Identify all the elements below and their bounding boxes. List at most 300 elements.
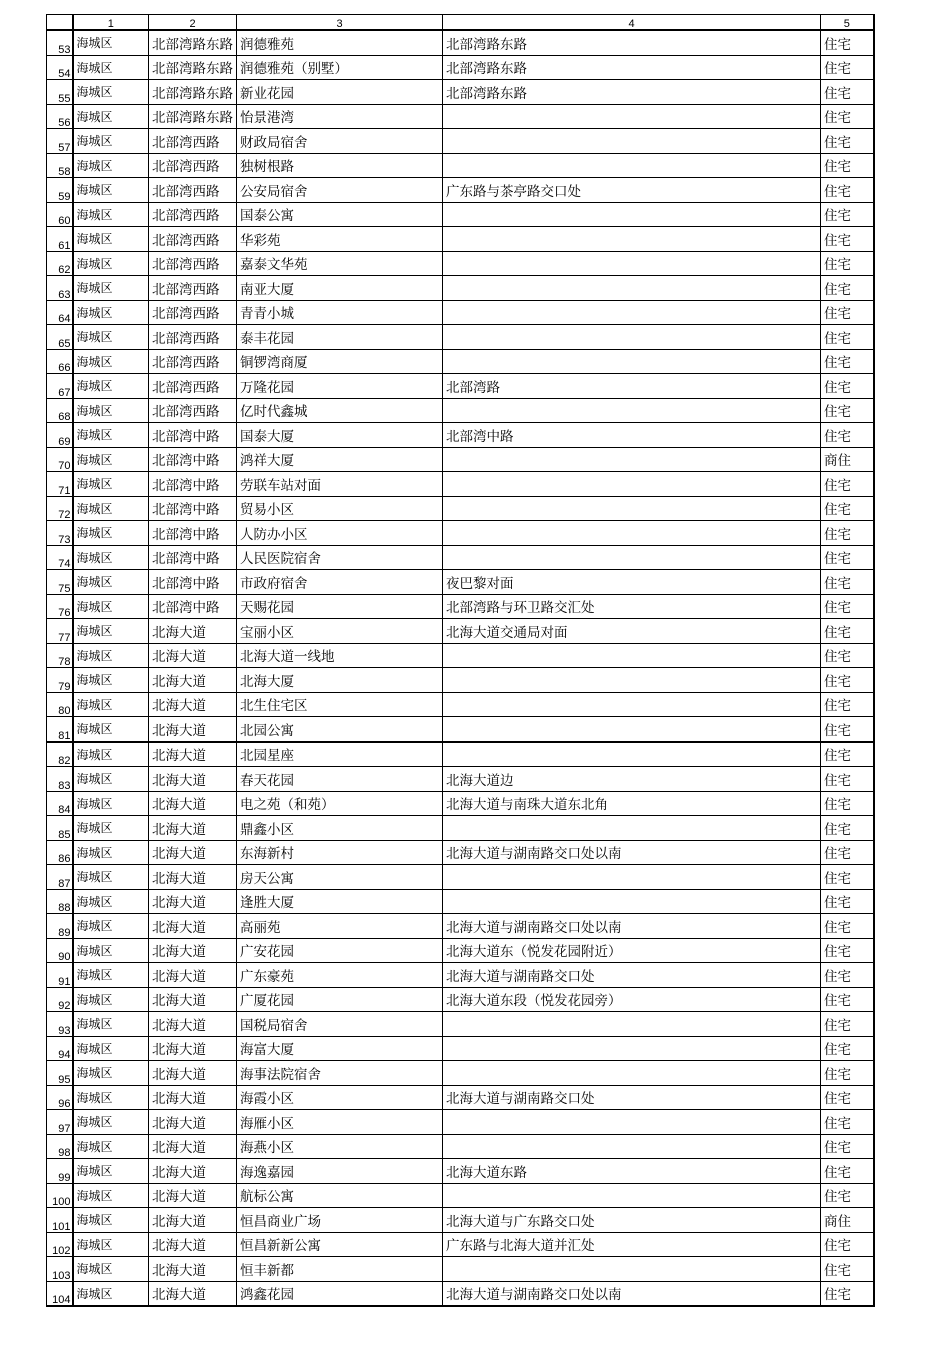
row-number[interactable]: 93 [47,1012,73,1037]
location-cell[interactable] [443,472,821,497]
location-cell[interactable]: 北海大道与广东路交口处 [443,1208,821,1233]
type-cell[interactable]: 住宅 [821,1061,874,1086]
type-cell[interactable]: 住宅 [821,30,874,55]
type-cell[interactable]: 住宅 [821,963,874,988]
road-cell[interactable]: 北部湾西路 [149,129,237,154]
road-cell[interactable]: 北海大道 [149,914,237,939]
location-cell[interactable] [443,398,821,423]
type-cell[interactable]: 住宅 [821,349,874,374]
location-cell[interactable]: 北海大道东（悦发花园附近） [443,938,821,963]
road-cell[interactable]: 北海大道 [149,1208,237,1233]
row-number[interactable]: 81 [47,717,73,742]
community-cell[interactable]: 润德雅苑（别墅） [237,55,443,80]
district-cell[interactable]: 海城区 [73,521,149,546]
road-cell[interactable]: 北部湾西路 [149,202,237,227]
row-number[interactable]: 103 [47,1257,73,1282]
road-cell[interactable]: 北海大道 [149,840,237,865]
type-cell[interactable]: 住宅 [821,791,874,816]
road-cell[interactable]: 北部湾西路 [149,227,237,252]
road-cell[interactable]: 北部湾西路 [149,153,237,178]
road-cell[interactable]: 北海大道 [149,1085,237,1110]
district-cell[interactable]: 海城区 [73,1061,149,1086]
location-cell[interactable] [443,545,821,570]
row-number[interactable]: 66 [47,349,73,374]
type-cell[interactable]: 住宅 [821,423,874,448]
row-number[interactable]: 69 [47,423,73,448]
location-cell[interactable]: 北海大道与湖南路交口处以南 [443,1281,821,1306]
row-number[interactable]: 59 [47,178,73,203]
row-number[interactable]: 96 [47,1085,73,1110]
location-cell[interactable]: 北海大道东路 [443,1159,821,1184]
community-cell[interactable]: 铜锣湾商厦 [237,349,443,374]
type-cell[interactable]: 住宅 [821,619,874,644]
community-cell[interactable]: 公安局宿舍 [237,178,443,203]
road-cell[interactable]: 北部湾中路 [149,521,237,546]
type-cell[interactable]: 住宅 [821,325,874,350]
community-cell[interactable]: 人民医院宿舍 [237,545,443,570]
community-cell[interactable]: 亿时代鑫城 [237,398,443,423]
row-number[interactable]: 87 [47,865,73,890]
row-number[interactable]: 102 [47,1232,73,1257]
road-cell[interactable]: 北海大道 [149,1281,237,1306]
community-cell[interactable]: 人防办小区 [237,521,443,546]
type-cell[interactable]: 住宅 [821,1281,874,1306]
row-number[interactable]: 88 [47,889,73,914]
community-cell[interactable]: 海雁小区 [237,1110,443,1135]
type-cell[interactable]: 住宅 [821,767,874,792]
row-number[interactable]: 94 [47,1036,73,1061]
type-cell[interactable]: 住宅 [821,1183,874,1208]
road-cell[interactable]: 北部湾路东路 [149,104,237,129]
road-cell[interactable]: 北部湾中路 [149,447,237,472]
district-cell[interactable]: 海城区 [73,1085,149,1110]
district-cell[interactable]: 海城区 [73,472,149,497]
type-cell[interactable]: 商住 [821,1208,874,1233]
location-cell[interactable] [443,129,821,154]
community-cell[interactable]: 恒昌新新公寓 [237,1232,443,1257]
type-cell[interactable]: 住宅 [821,1110,874,1135]
type-cell[interactable]: 住宅 [821,1232,874,1257]
type-cell[interactable]: 住宅 [821,668,874,693]
road-cell[interactable]: 北海大道 [149,1232,237,1257]
district-cell[interactable]: 海城区 [73,349,149,374]
location-cell[interactable]: 北部湾中路 [443,423,821,448]
district-cell[interactable]: 海城区 [73,816,149,841]
road-cell[interactable]: 北部湾西路 [149,349,237,374]
community-cell[interactable]: 国泰公寓 [237,202,443,227]
district-cell[interactable]: 海城区 [73,153,149,178]
district-cell[interactable]: 海城区 [73,594,149,619]
community-cell[interactable]: 北园星座 [237,742,443,767]
district-cell[interactable]: 海城区 [73,129,149,154]
location-cell[interactable] [443,447,821,472]
community-cell[interactable]: 怡景港湾 [237,104,443,129]
district-cell[interactable]: 海城区 [73,1208,149,1233]
type-cell[interactable]: 住宅 [821,570,874,595]
community-cell[interactable]: 宝丽小区 [237,619,443,644]
row-number[interactable]: 63 [47,276,73,301]
road-cell[interactable]: 北海大道 [149,1012,237,1037]
location-cell[interactable] [443,521,821,546]
location-cell[interactable] [443,496,821,521]
road-cell[interactable]: 北部湾西路 [149,398,237,423]
row-number[interactable]: 75 [47,570,73,595]
district-cell[interactable]: 海城区 [73,423,149,448]
road-cell[interactable]: 北部湾中路 [149,545,237,570]
district-cell[interactable]: 海城区 [73,55,149,80]
column-header-3[interactable]: 3 [237,15,443,31]
type-cell[interactable]: 住宅 [821,202,874,227]
type-cell[interactable]: 住宅 [821,472,874,497]
district-cell[interactable]: 海城区 [73,545,149,570]
community-cell[interactable]: 新业花园 [237,80,443,105]
community-cell[interactable]: 海富大厦 [237,1036,443,1061]
community-cell[interactable]: 海燕小区 [237,1134,443,1159]
community-cell[interactable]: 市政府宿舍 [237,570,443,595]
district-cell[interactable]: 海城区 [73,1159,149,1184]
row-number[interactable]: 71 [47,472,73,497]
road-cell[interactable]: 北海大道 [149,1159,237,1184]
type-cell[interactable]: 住宅 [821,276,874,301]
location-cell[interactable] [443,276,821,301]
type-cell[interactable]: 住宅 [821,594,874,619]
row-number[interactable]: 55 [47,80,73,105]
community-cell[interactable]: 海事法院宿舍 [237,1061,443,1086]
road-cell[interactable]: 北海大道 [149,767,237,792]
row-number[interactable]: 86 [47,840,73,865]
road-cell[interactable]: 北部湾西路 [149,276,237,301]
row-number[interactable]: 101 [47,1208,73,1233]
column-header-5[interactable]: 5 [821,15,874,31]
type-cell[interactable]: 住宅 [821,80,874,105]
road-cell[interactable]: 北海大道 [149,1036,237,1061]
location-cell[interactable] [443,1257,821,1282]
type-cell[interactable]: 住宅 [821,1085,874,1110]
district-cell[interactable]: 海城区 [73,447,149,472]
district-cell[interactable]: 海城区 [73,1281,149,1306]
location-cell[interactable] [443,104,821,129]
type-cell[interactable]: 住宅 [821,938,874,963]
row-number[interactable]: 79 [47,668,73,693]
row-number[interactable]: 91 [47,963,73,988]
district-cell[interactable]: 海城区 [73,791,149,816]
district-cell[interactable]: 海城区 [73,914,149,939]
type-cell[interactable]: 住宅 [821,374,874,399]
type-cell[interactable]: 住宅 [821,865,874,890]
type-cell[interactable]: 住宅 [821,840,874,865]
district-cell[interactable]: 海城区 [73,325,149,350]
road-cell[interactable]: 北部湾西路 [149,300,237,325]
community-cell[interactable]: 北海大道一线地 [237,643,443,668]
district-cell[interactable]: 海城区 [73,1257,149,1282]
location-cell[interactable]: 北部湾路东路 [443,80,821,105]
district-cell[interactable]: 海城区 [73,178,149,203]
road-cell[interactable]: 北部湾中路 [149,496,237,521]
community-cell[interactable]: 高丽苑 [237,914,443,939]
road-cell[interactable]: 北部湾路东路 [149,55,237,80]
type-cell[interactable]: 住宅 [821,1012,874,1037]
location-cell[interactable]: 北海大道交通局对面 [443,619,821,644]
row-number[interactable]: 76 [47,594,73,619]
type-cell[interactable]: 住宅 [821,1036,874,1061]
type-cell[interactable]: 住宅 [821,1159,874,1184]
road-cell[interactable]: 北部湾西路 [149,325,237,350]
district-cell[interactable]: 海城区 [73,938,149,963]
location-cell[interactable] [443,692,821,717]
row-number[interactable]: 74 [47,545,73,570]
road-cell[interactable]: 北海大道 [149,963,237,988]
road-cell[interactable]: 北海大道 [149,619,237,644]
road-cell[interactable]: 北部湾西路 [149,374,237,399]
district-cell[interactable]: 海城区 [73,398,149,423]
location-cell[interactable] [443,1134,821,1159]
location-cell[interactable]: 北海大道与湖南路交口处以南 [443,914,821,939]
location-cell[interactable] [443,227,821,252]
row-number[interactable]: 85 [47,816,73,841]
location-cell[interactable] [443,202,821,227]
column-header-2[interactable]: 2 [149,15,237,31]
community-cell[interactable]: 独树根路 [237,153,443,178]
location-cell[interactable]: 北部湾路东路 [443,55,821,80]
location-cell[interactable]: 北海大道与湖南路交口处 [443,963,821,988]
community-cell[interactable]: 天赐花园 [237,594,443,619]
community-cell[interactable]: 嘉泰文华苑 [237,251,443,276]
location-cell[interactable]: 北海大道与南珠大道东北角 [443,791,821,816]
district-cell[interactable]: 海城区 [73,717,149,742]
location-cell[interactable] [443,742,821,767]
row-number[interactable]: 53 [47,30,73,55]
community-cell[interactable]: 华彩苑 [237,227,443,252]
community-cell[interactable]: 电之苑（和苑） [237,791,443,816]
road-cell[interactable]: 北海大道 [149,742,237,767]
location-cell[interactable] [443,1183,821,1208]
row-number[interactable]: 90 [47,938,73,963]
type-cell[interactable]: 住宅 [821,692,874,717]
road-cell[interactable]: 北海大道 [149,816,237,841]
road-cell[interactable]: 北部湾西路 [149,178,237,203]
row-number[interactable]: 73 [47,521,73,546]
row-number[interactable]: 65 [47,325,73,350]
road-cell[interactable]: 北海大道 [149,692,237,717]
row-number[interactable]: 72 [47,496,73,521]
road-cell[interactable]: 北海大道 [149,987,237,1012]
community-cell[interactable]: 国泰大厦 [237,423,443,448]
row-number[interactable]: 58 [47,153,73,178]
community-cell[interactable]: 广安花园 [237,938,443,963]
row-number[interactable]: 64 [47,300,73,325]
row-number[interactable]: 100 [47,1183,73,1208]
community-cell[interactable]: 东海新村 [237,840,443,865]
district-cell[interactable]: 海城区 [73,840,149,865]
type-cell[interactable]: 住宅 [821,545,874,570]
type-cell[interactable]: 住宅 [821,496,874,521]
community-cell[interactable]: 广东豪苑 [237,963,443,988]
location-cell[interactable]: 北海大道边 [443,767,821,792]
community-cell[interactable]: 北园公寓 [237,717,443,742]
community-cell[interactable]: 泰丰花园 [237,325,443,350]
district-cell[interactable]: 海城区 [73,80,149,105]
row-number[interactable]: 77 [47,619,73,644]
type-cell[interactable]: 商住 [821,447,874,472]
community-cell[interactable]: 海霞小区 [237,1085,443,1110]
community-cell[interactable]: 万隆花园 [237,374,443,399]
community-cell[interactable]: 鸿祥大厦 [237,447,443,472]
row-number[interactable]: 99 [47,1159,73,1184]
row-number[interactable]: 68 [47,398,73,423]
community-cell[interactable]: 北海大厦 [237,668,443,693]
community-cell[interactable]: 春天花园 [237,767,443,792]
district-cell[interactable]: 海城区 [73,1232,149,1257]
road-cell[interactable]: 北部湾中路 [149,570,237,595]
district-cell[interactable]: 海城区 [73,668,149,693]
location-cell[interactable] [443,251,821,276]
row-number[interactable]: 82 [47,742,73,767]
location-cell[interactable] [443,1012,821,1037]
type-cell[interactable]: 住宅 [821,227,874,252]
location-cell[interactable] [443,325,821,350]
type-cell[interactable]: 住宅 [821,1134,874,1159]
road-cell[interactable]: 北海大道 [149,791,237,816]
location-cell[interactable]: 北部湾路 [443,374,821,399]
row-number[interactable]: 104 [47,1281,73,1306]
road-cell[interactable]: 北部湾中路 [149,594,237,619]
corner-cell[interactable] [47,15,73,31]
row-number[interactable]: 60 [47,202,73,227]
type-cell[interactable]: 住宅 [821,398,874,423]
district-cell[interactable]: 海城区 [73,276,149,301]
district-cell[interactable]: 海城区 [73,1183,149,1208]
district-cell[interactable]: 海城区 [73,1012,149,1037]
district-cell[interactable]: 海城区 [73,374,149,399]
location-cell[interactable] [443,349,821,374]
location-cell[interactable]: 北部湾路与环卫路交汇处 [443,594,821,619]
row-number[interactable]: 67 [47,374,73,399]
location-cell[interactable] [443,889,821,914]
community-cell[interactable]: 鼎鑫小区 [237,816,443,841]
row-number[interactable]: 62 [47,251,73,276]
community-cell[interactable]: 逢胜大厦 [237,889,443,914]
road-cell[interactable]: 北海大道 [149,1183,237,1208]
location-cell[interactable]: 北海大道东段（悦发花园旁） [443,987,821,1012]
row-number[interactable]: 56 [47,104,73,129]
district-cell[interactable]: 海城区 [73,300,149,325]
district-cell[interactable]: 海城区 [73,963,149,988]
type-cell[interactable]: 住宅 [821,55,874,80]
row-number[interactable]: 70 [47,447,73,472]
row-number[interactable]: 61 [47,227,73,252]
type-cell[interactable]: 住宅 [821,914,874,939]
type-cell[interactable]: 住宅 [821,643,874,668]
district-cell[interactable]: 海城区 [73,30,149,55]
road-cell[interactable]: 北部湾中路 [149,423,237,448]
type-cell[interactable]: 住宅 [821,300,874,325]
district-cell[interactable]: 海城区 [73,767,149,792]
location-cell[interactable] [443,1061,821,1086]
district-cell[interactable]: 海城区 [73,619,149,644]
type-cell[interactable]: 住宅 [821,742,874,767]
road-cell[interactable]: 北海大道 [149,668,237,693]
location-cell[interactable]: 北海大道与湖南路交口处 [443,1085,821,1110]
community-cell[interactable]: 国税局宿舍 [237,1012,443,1037]
road-cell[interactable]: 北海大道 [149,1257,237,1282]
community-cell[interactable]: 润德雅苑 [237,30,443,55]
community-cell[interactable]: 贸易小区 [237,496,443,521]
district-cell[interactable]: 海城区 [73,104,149,129]
road-cell[interactable]: 北海大道 [149,865,237,890]
road-cell[interactable]: 北海大道 [149,1134,237,1159]
road-cell[interactable]: 北部湾路东路 [149,30,237,55]
community-cell[interactable]: 鸿鑫花园 [237,1281,443,1306]
road-cell[interactable]: 北部湾路东路 [149,80,237,105]
row-number[interactable]: 92 [47,987,73,1012]
row-number[interactable]: 97 [47,1110,73,1135]
road-cell[interactable]: 北海大道 [149,938,237,963]
district-cell[interactable]: 海城区 [73,251,149,276]
district-cell[interactable]: 海城区 [73,692,149,717]
location-cell[interactable] [443,717,821,742]
district-cell[interactable]: 海城区 [73,1134,149,1159]
type-cell[interactable]: 住宅 [821,889,874,914]
community-cell[interactable]: 北生住宅区 [237,692,443,717]
district-cell[interactable]: 海城区 [73,496,149,521]
road-cell[interactable]: 北部湾西路 [149,251,237,276]
row-number[interactable]: 95 [47,1061,73,1086]
type-cell[interactable]: 住宅 [821,104,874,129]
location-cell[interactable] [443,1110,821,1135]
location-cell[interactable]: 夜巴黎对面 [443,570,821,595]
district-cell[interactable]: 海城区 [73,227,149,252]
road-cell[interactable]: 北海大道 [149,1061,237,1086]
community-cell[interactable]: 青青小城 [237,300,443,325]
type-cell[interactable]: 住宅 [821,1257,874,1282]
community-cell[interactable]: 航标公寓 [237,1183,443,1208]
type-cell[interactable]: 住宅 [821,153,874,178]
column-header-1[interactable]: 1 [73,15,149,31]
type-cell[interactable]: 住宅 [821,129,874,154]
road-cell[interactable]: 北海大道 [149,889,237,914]
row-number[interactable]: 80 [47,692,73,717]
row-number[interactable]: 89 [47,914,73,939]
road-cell[interactable]: 北海大道 [149,643,237,668]
district-cell[interactable]: 海城区 [73,643,149,668]
type-cell[interactable]: 住宅 [821,178,874,203]
community-cell[interactable]: 房天公寓 [237,865,443,890]
district-cell[interactable]: 海城区 [73,889,149,914]
community-cell[interactable]: 恒丰新都 [237,1257,443,1282]
location-cell[interactable] [443,865,821,890]
district-cell[interactable]: 海城区 [73,987,149,1012]
location-cell[interactable] [443,643,821,668]
community-cell[interactable]: 恒昌商业广场 [237,1208,443,1233]
type-cell[interactable]: 住宅 [821,816,874,841]
district-cell[interactable]: 海城区 [73,742,149,767]
row-number[interactable]: 54 [47,55,73,80]
location-cell[interactable]: 北部湾路东路 [443,30,821,55]
location-cell[interactable]: 广东路与茶亭路交口处 [443,178,821,203]
location-cell[interactable] [443,816,821,841]
location-cell[interactable] [443,668,821,693]
location-cell[interactable] [443,300,821,325]
row-number[interactable]: 83 [47,767,73,792]
road-cell[interactable]: 北海大道 [149,1110,237,1135]
type-cell[interactable]: 住宅 [821,521,874,546]
type-cell[interactable]: 住宅 [821,251,874,276]
column-header-4[interactable]: 4 [443,15,821,31]
community-cell[interactable]: 海逸嘉园 [237,1159,443,1184]
type-cell[interactable]: 住宅 [821,717,874,742]
location-cell[interactable]: 北海大道与湖南路交口处以南 [443,840,821,865]
location-cell[interactable] [443,153,821,178]
